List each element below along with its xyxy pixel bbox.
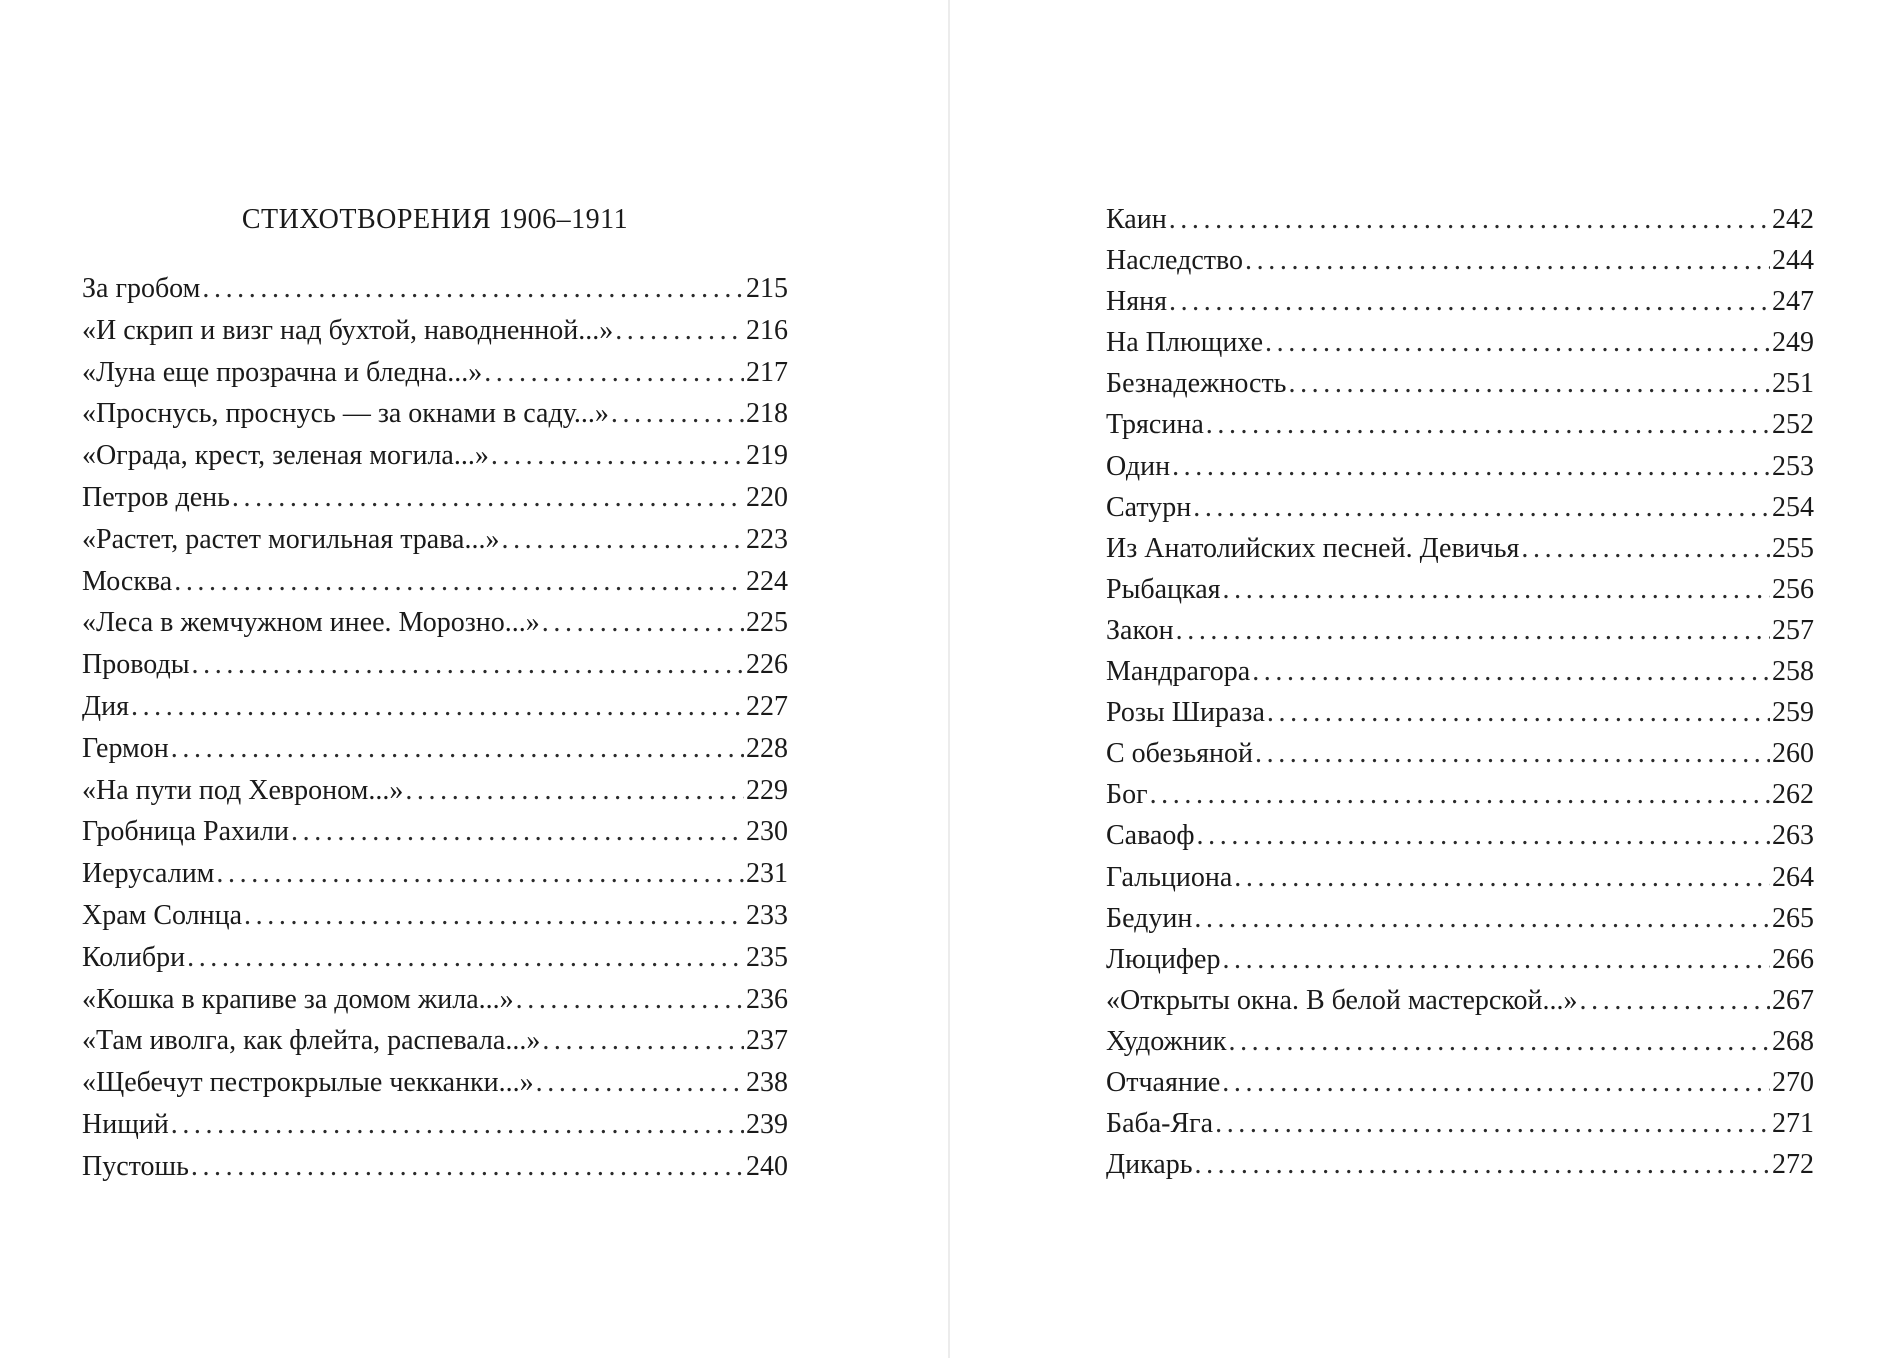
entry-page-number: 235 xyxy=(746,941,788,973)
toc-entry xyxy=(82,268,788,310)
toc-entry xyxy=(82,519,788,561)
entry-title: Храм Солнца xyxy=(82,899,243,931)
entry-page-number: 223 xyxy=(746,523,788,555)
toc-entry xyxy=(1106,363,1814,404)
dot-leader xyxy=(1228,1021,1770,1062)
toc-entry xyxy=(1106,733,1814,774)
dot-leader xyxy=(1267,692,1770,733)
entry-title: «На пути под Хевроном...» xyxy=(82,774,404,806)
dot-leader xyxy=(1521,528,1770,569)
entry-page-number: 231 xyxy=(746,858,788,890)
entry-page-number: 233 xyxy=(746,899,788,931)
toc-entry xyxy=(82,561,788,603)
entry-page-number: 218 xyxy=(746,398,788,430)
toc-entry xyxy=(1106,774,1814,815)
dot-leader xyxy=(244,895,744,937)
toc-entry xyxy=(1106,815,1814,856)
section-title: СТИХОТВОРЕНИЯ 1906–1911 xyxy=(241,204,629,235)
entry-page-number: 259 xyxy=(1772,697,1814,729)
entry-page-number: 215 xyxy=(746,273,788,304)
toc-entry xyxy=(1106,1021,1814,1062)
toc-entry xyxy=(82,1146,788,1188)
toc-entry xyxy=(82,770,788,812)
dot-leader xyxy=(1194,1144,1770,1185)
entry-title: Отчаяние xyxy=(1106,1066,1221,1098)
toc-entry xyxy=(82,1104,788,1146)
entry-title: Саваоф xyxy=(1106,820,1195,852)
dot-leader xyxy=(1288,363,1770,404)
entry-title: За гробом xyxy=(82,273,201,304)
entry-page-number: 249 xyxy=(1772,327,1814,359)
dot-leader xyxy=(1197,815,1770,856)
entry-title: «Там иволга, как флейта, распевала...» xyxy=(82,1025,541,1057)
dot-leader xyxy=(216,853,744,895)
dot-leader xyxy=(174,561,744,603)
right-toc-list xyxy=(1106,199,1814,1185)
entry-page-number: 216 xyxy=(746,314,788,346)
entry-page-number: 251 xyxy=(1772,368,1814,400)
dot-leader xyxy=(291,811,744,853)
dot-leader xyxy=(1169,199,1770,240)
entry-title: Колибри xyxy=(82,941,186,973)
entry-title: Проводы xyxy=(82,649,190,681)
entry-title: Каин xyxy=(1106,204,1167,235)
entry-page-number: 220 xyxy=(746,481,788,513)
toc-entry xyxy=(82,895,788,937)
entry-page-number: 228 xyxy=(746,732,788,764)
toc-entry xyxy=(1106,1144,1814,1185)
toc-entry xyxy=(82,937,788,979)
entry-page-number: 270 xyxy=(1772,1066,1814,1098)
entry-title: Безнадежность xyxy=(1106,368,1287,400)
toc-entry xyxy=(1106,446,1814,487)
entry-page-number: 227 xyxy=(746,690,788,722)
entry-page-number: 225 xyxy=(746,607,788,639)
entry-title: Гермон xyxy=(82,732,169,764)
toc-entry xyxy=(1106,692,1814,733)
toc-entry xyxy=(1106,240,1814,281)
entry-title: «Растет, растет могильная трава...» xyxy=(82,523,500,555)
entry-title: Гробница Рахили xyxy=(82,816,289,848)
toc-entry xyxy=(1106,404,1814,445)
dot-leader xyxy=(1206,404,1770,445)
dot-leader xyxy=(1245,240,1770,281)
dot-leader xyxy=(1215,1103,1770,1144)
entry-title: «Открыты окна. В белой мастерской...» xyxy=(1106,984,1578,1016)
toc-entry xyxy=(82,393,788,435)
dot-leader xyxy=(1222,1062,1770,1103)
entry-page-number: 237 xyxy=(746,1025,788,1057)
entry-title: «Луна еще прозрачна и бледна...» xyxy=(82,356,483,388)
entry-page-number: 257 xyxy=(1772,614,1814,646)
dot-leader xyxy=(171,1104,744,1146)
entry-title: На Плющихе xyxy=(1106,327,1264,359)
entry-page-number: 267 xyxy=(1772,984,1814,1016)
entry-page-number: 242 xyxy=(1772,204,1814,235)
toc-entry xyxy=(82,853,788,895)
toc-entry xyxy=(82,728,788,770)
toc-entry xyxy=(1106,322,1814,363)
toc-entry xyxy=(1106,651,1814,692)
entry-title: Гальциона xyxy=(1106,861,1233,893)
dot-leader xyxy=(536,1062,744,1104)
toc-entry xyxy=(82,352,788,394)
dot-leader xyxy=(542,1020,744,1062)
entry-title: Мандрагора xyxy=(1106,656,1251,688)
entry-title: Баба-Яга xyxy=(1106,1108,1214,1140)
entry-page-number: 272 xyxy=(1772,1149,1814,1181)
dot-leader xyxy=(1255,733,1770,774)
toc-entry xyxy=(1106,281,1814,322)
entry-page-number: 256 xyxy=(1772,573,1814,605)
entry-page-number: 264 xyxy=(1772,861,1814,893)
toc-entry xyxy=(82,602,788,644)
toc-entry xyxy=(82,811,788,853)
entry-title: Один xyxy=(1106,450,1171,482)
dot-leader xyxy=(491,435,744,477)
entry-title: Трясина xyxy=(1106,409,1204,441)
toc-entry xyxy=(1106,487,1814,528)
toc-entry xyxy=(82,477,788,519)
toc-entry xyxy=(82,686,788,728)
entry-title: Иерусалим xyxy=(82,858,215,890)
dot-leader xyxy=(1222,939,1770,980)
entry-title: Сатурн xyxy=(1106,491,1192,523)
entry-page-number: 236 xyxy=(746,983,788,1015)
toc-entry xyxy=(82,1062,788,1104)
entry-page-number: 238 xyxy=(746,1067,788,1099)
entry-title: Люцифер xyxy=(1106,943,1221,975)
entry-page-number: 254 xyxy=(1772,491,1814,523)
entry-title: «Щебечут пестрокрылые чекканки...» xyxy=(82,1067,534,1099)
toc-entry xyxy=(82,310,788,352)
entry-page-number: 271 xyxy=(1772,1108,1814,1140)
entry-page-number: 230 xyxy=(746,816,788,848)
entry-page-number: 229 xyxy=(746,774,788,806)
dot-leader xyxy=(1194,898,1770,939)
dot-leader xyxy=(1176,610,1770,651)
entry-page-number: 219 xyxy=(746,440,788,472)
entry-title: Москва xyxy=(82,565,173,597)
entry-title: Бог xyxy=(1106,779,1148,811)
entry-page-number: 260 xyxy=(1772,738,1814,770)
entry-title: «Кошка в крапиве за домом жила...» xyxy=(82,983,514,1015)
entry-page-number: 255 xyxy=(1772,532,1814,564)
entry-page-number: 266 xyxy=(1772,943,1814,975)
entry-title: Нищий xyxy=(82,1108,169,1140)
toc-entry xyxy=(1106,857,1814,898)
entry-page-number: 247 xyxy=(1772,286,1814,318)
entry-title: «Ограда, крест, зеленая могила...» xyxy=(82,440,489,472)
entry-title: Няня xyxy=(1106,286,1167,318)
left-toc-list xyxy=(82,268,788,1188)
toc-entry xyxy=(1106,528,1814,569)
dot-leader xyxy=(405,770,744,812)
toc-entry xyxy=(1106,980,1814,1021)
toc-entry xyxy=(1106,939,1814,980)
dot-leader xyxy=(1172,446,1770,487)
entry-page-number: 263 xyxy=(1772,820,1814,852)
toc-entry xyxy=(1106,199,1814,240)
entry-page-number: 240 xyxy=(746,1150,788,1182)
toc-entry xyxy=(82,435,788,477)
dot-leader xyxy=(1252,651,1770,692)
entry-page-number: 252 xyxy=(1772,409,1814,441)
dot-leader xyxy=(1169,281,1770,322)
dot-leader xyxy=(516,979,744,1021)
entry-title: С обезьяной xyxy=(1106,738,1253,770)
entry-page-number: 244 xyxy=(1772,245,1814,277)
left-page xyxy=(0,0,948,1358)
dot-leader xyxy=(1234,857,1770,898)
entry-title: «И скрип и визг над бухтой, наводненной...» xyxy=(82,314,614,346)
dot-leader xyxy=(1265,322,1770,363)
dot-leader xyxy=(131,686,744,728)
entry-title: «Проснусь, проснусь — за окнами в саду...» xyxy=(82,398,609,430)
dot-leader xyxy=(1150,774,1770,815)
toc-entry xyxy=(1106,1062,1814,1103)
entry-title: Розы Шираза xyxy=(1106,697,1265,729)
entry-title: Художник xyxy=(1106,1025,1227,1057)
dot-leader xyxy=(192,644,744,686)
dot-leader xyxy=(542,602,744,644)
entry-title: Дикарь xyxy=(1106,1149,1193,1181)
dot-leader xyxy=(171,728,744,770)
dot-leader xyxy=(1193,487,1770,528)
entry-title: Бедуин xyxy=(1106,902,1193,934)
toc-entry xyxy=(1106,898,1814,939)
dot-leader xyxy=(1223,569,1770,610)
dot-leader xyxy=(484,352,744,394)
toc-entry xyxy=(82,1020,788,1062)
entry-page-number: 253 xyxy=(1772,450,1814,482)
toc-entry xyxy=(82,979,788,1021)
toc-entry xyxy=(1106,1103,1814,1144)
dot-leader xyxy=(232,477,744,519)
dot-leader xyxy=(1580,980,1770,1021)
entry-title: Рыбацкая xyxy=(1106,573,1221,605)
dot-leader xyxy=(611,393,744,435)
dot-leader xyxy=(501,519,744,561)
entry-page-number: 258 xyxy=(1772,656,1814,688)
entry-page-number: 268 xyxy=(1772,1025,1814,1057)
entry-page-number: 224 xyxy=(746,565,788,597)
entry-title: Закон xyxy=(1106,614,1174,646)
dot-leader xyxy=(191,1146,744,1188)
right-page xyxy=(950,0,1898,1358)
entry-page-number: 226 xyxy=(746,649,788,681)
entry-page-number: 239 xyxy=(746,1108,788,1140)
dot-leader xyxy=(202,268,744,310)
dot-leader xyxy=(187,937,744,979)
toc-entry xyxy=(1106,569,1814,610)
entry-title: Дия xyxy=(82,690,129,722)
entry-page-number: 262 xyxy=(1772,779,1814,811)
entry-title: Наследство xyxy=(1106,245,1244,277)
toc-entry xyxy=(1106,610,1814,651)
entry-title: Из Анатолийских песней. Девичья xyxy=(1106,532,1520,564)
entry-title: Пустошь xyxy=(82,1150,189,1182)
entry-page-number: 265 xyxy=(1772,902,1814,934)
dot-leader xyxy=(615,310,744,352)
entry-title: «Леса в жемчужном инее. Морозно...» xyxy=(82,607,540,639)
entry-page-number: 217 xyxy=(746,356,788,388)
toc-entry xyxy=(82,644,788,686)
entry-title: Петров день xyxy=(82,481,230,513)
